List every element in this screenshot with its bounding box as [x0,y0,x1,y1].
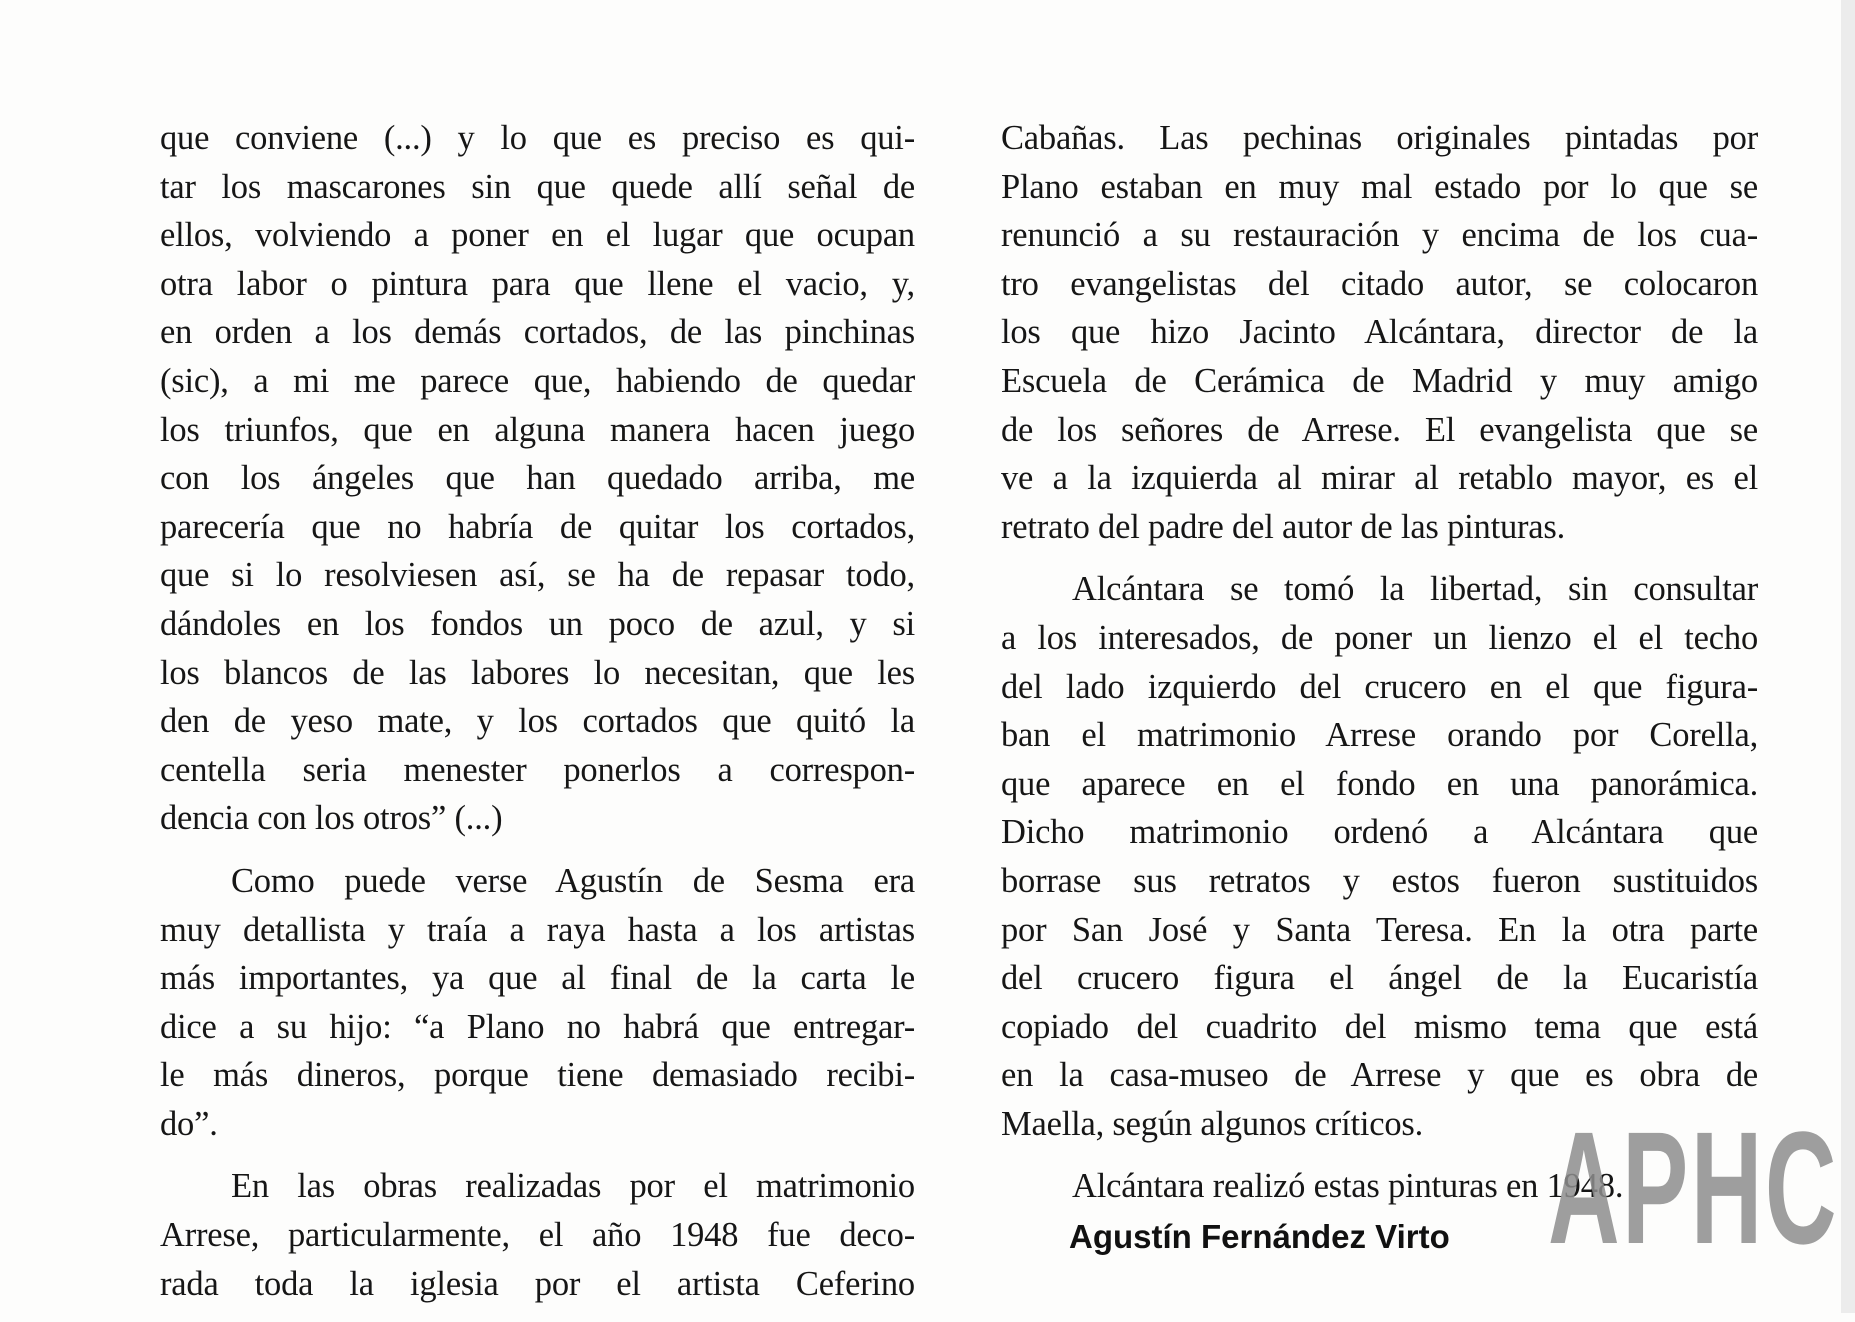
text-line: ellos, volviendo a poner en el lugar que ocupan [160,216,915,255]
paragraph [1001,114,1758,551]
text-line: parecería que no habría de quitar los cortados, [160,507,915,546]
text-line: dencia con los otros” (...) [160,799,503,838]
text-line: Escuela de Cerámica de Madrid y muy amigo [1001,361,1758,400]
paragraph [160,1162,915,1308]
text-line: del lado izquierdo del crucero en el que figura- [1001,667,1758,706]
text-line: en orden a los demás cortados, de las pinchinas [160,313,915,352]
paragraph [160,857,915,1149]
text-line: muy detallista y traía a raya hasta a los artistas [160,910,915,949]
paragraph [160,114,915,843]
text-line: con los ángeles que han quedado arriba, me [160,459,915,498]
page-edge-shadow [1841,0,1855,1313]
text-line: Como puede verse Agustín de Sesma era [231,861,915,900]
text-line: que si lo resolviesen así, se ha de repasar todo, [160,556,915,595]
text-line: Arrese, particularmente, el año 1948 fue deco- [160,1216,915,1255]
text-line: copiado del cuadrito del mismo tema que está [1001,1007,1758,1046]
text-line: En las obras realizadas por el matrimonio [231,1167,915,1206]
text-line: los blancos de las labores lo necesitan, que les [160,653,915,692]
text-line: más importantes, ya que al final de la carta le [160,959,915,998]
text-line: otra labor o pintura para que llene el vacio, y, [160,264,915,303]
watermark-logo: APHC [1548,1098,1840,1277]
text-line: en la casa-museo de Arrese y que es obra de [1001,1056,1758,1095]
text-line: dice a su hijo: “a Plano no habrá que entregar- [160,1007,915,1046]
text-line: Cabañas. Las pechinas originales pintadas por [1001,119,1758,157]
text-line: (sic), a mi me parece que, habiendo de quedar [160,361,915,400]
text-line: a los interesados, de poner un lienzo el el techo [1001,618,1758,657]
text-line: ve a la izquierda al mirar al retablo mayor, es el [1001,459,1758,498]
text-line: del crucero figura el ángel de la Eucaristía [1001,959,1758,998]
text-line: Maella, según algunos críticos. [1001,1104,1424,1143]
text-line: los triunfos, que en alguna manera hacen juego [160,410,915,449]
text-line: Plano estaban en muy mal estado por lo que se [1001,167,1758,206]
author-signature: Agustín Fernández Virto [1069,1218,1450,1255]
text-line: los que hizo Jacinto Alcántara, director de la [1001,313,1758,352]
paragraph [1001,565,1758,1148]
text-line: Alcántara se tomó la libertad, sin consultar [1072,570,1758,609]
text-line: rada toda la iglesia por el artista Ceferino [160,1264,915,1303]
text-line: den de yeso mate, y los cortados que quitó la [160,702,915,741]
right-column [1001,114,1758,1225]
text-line: do”. [160,1104,218,1143]
text-line: que aparece en el fondo en una panorámica. [1001,764,1758,803]
left-column [160,114,915,1322]
text-line: retrato del padre del autor de las pinturas. [1001,507,1566,546]
text-line: dándoles en los fondos un poco de azul, y si [160,604,915,643]
text-line: le más dineros, porque tiene demasiado recibi- [160,1056,915,1095]
text-line: Alcántara realizó estas pinturas en 1948. [1072,1167,1624,1206]
text-line: centella seria menester ponerlos a correspon- [160,750,915,789]
text-line: por San José y Santa Teresa. En la otra parte [1001,910,1758,949]
text-line: Dicho matrimonio ordenó a Alcántara que [1001,813,1758,852]
text-line: que conviene (...) y lo que es preciso es qui- [160,119,915,157]
text-line: tar los mascarones sin que quede allí señal de [160,167,915,206]
text-line: renunció a su restauración y encima de los cua- [1001,216,1758,255]
text-line: de los señores de Arrese. El evangelista que se [1001,410,1758,449]
text-line: borrase sus retratos y estos fueron sustituidos [1001,861,1758,900]
text-line: ban el matrimonio Arrese orando por Corella, [1001,716,1758,755]
text-line: tro evangelistas del citado autor, se colocaron [1001,264,1758,303]
